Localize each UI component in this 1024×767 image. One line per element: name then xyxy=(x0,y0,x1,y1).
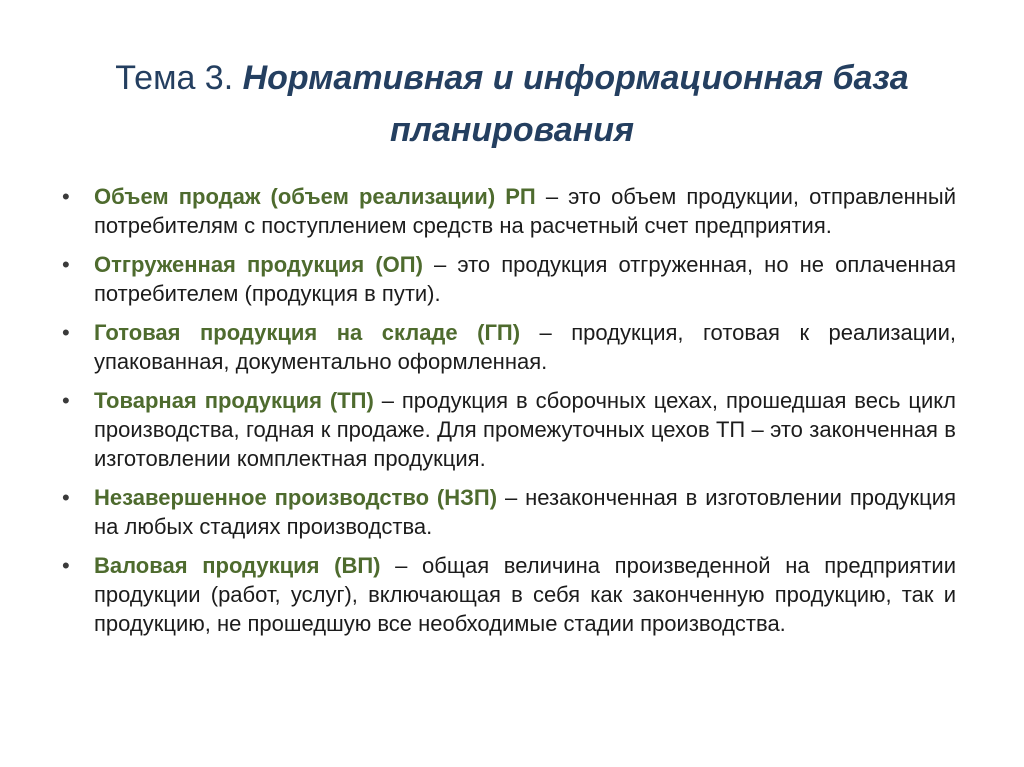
term-definition: – это продукция отгруженная, но не оплаченная потребителем (продукция в пути). xyxy=(94,252,957,306)
term-definition: – продукция, готовая к реализации, упакованная, документально оформленная. xyxy=(94,320,957,374)
term-definition: – продукция в сборочных цехах, прошедшая весь цикл производства, годная к продаже. Для промежуточных цехов ТП – это законченная в изготовлении комплектная продукция. xyxy=(94,388,956,471)
bullet-icon: • xyxy=(62,252,70,277)
list-item xyxy=(62,386,956,473)
list-item xyxy=(62,483,956,541)
bullet-icon: • xyxy=(62,553,70,578)
list-item xyxy=(62,182,956,240)
list-item xyxy=(62,551,956,638)
list-item xyxy=(62,250,956,308)
term-label: Готовая продукция на складе (ГП) xyxy=(94,320,521,345)
definition-list xyxy=(62,182,956,648)
slide-title xyxy=(40,52,984,156)
term-definition: – незаконченная в изготовлении продукция на любых стадиях производства. xyxy=(94,485,956,539)
bullet-icon: • xyxy=(62,485,70,510)
term-definition: – общая величина произведенной на предприятии продукции (работ, услуг), включающая в себя как законченную продукцию, так и продукцию, не прошедшую все необходимые стадии производства. xyxy=(94,553,956,636)
term-definition: – это объем продукции, отправленный потребителям с поступлением средств на расчетный счет предприятия. xyxy=(94,184,956,238)
bullet-icon: • xyxy=(62,320,70,345)
term-label: Объем продаж (объем реализации) РП xyxy=(94,184,536,209)
term-label: Валовая продукция (ВП) xyxy=(94,553,381,578)
term-label: Отгруженная продукция (ОП) xyxy=(94,252,423,277)
term-label: Товарная продукция (ТП) xyxy=(94,388,374,413)
title-main: Нормативная и информационная база планирования xyxy=(242,59,909,149)
list-item xyxy=(62,318,956,376)
bullet-icon: • xyxy=(62,388,70,413)
title-prefix: Тема 3. xyxy=(115,59,243,97)
bullet-icon: • xyxy=(62,184,70,209)
term-label: Незавершенное производство (НЗП) xyxy=(94,485,498,510)
